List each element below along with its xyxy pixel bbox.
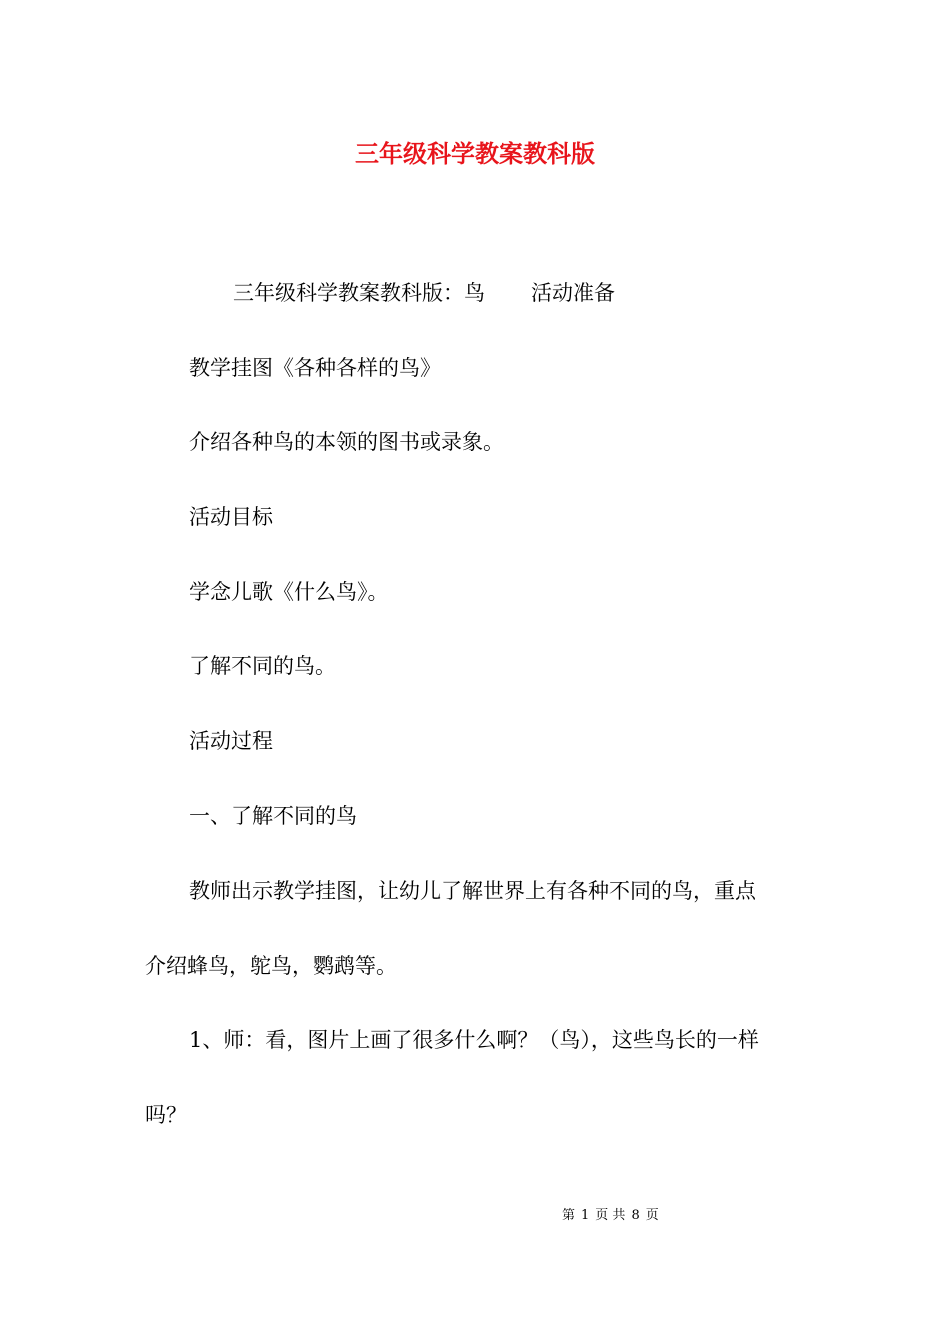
section-heading-goals: 活动目标 bbox=[189, 505, 273, 529]
subsection-heading: 一、了解不同的鸟 bbox=[189, 804, 357, 828]
paragraph-line: 教学挂图《各种各样的鸟》 bbox=[189, 356, 441, 380]
section-heading-preparation: 活动准备 bbox=[531, 281, 615, 305]
footer-label-page: 第 bbox=[562, 1208, 576, 1223]
footer-label-of: 页 共 bbox=[595, 1208, 626, 1223]
paragraph-line: 介绍蜂鸟，鸵鸟，鹦鹉等。 bbox=[145, 954, 397, 978]
footer-total-pages: 8 bbox=[631, 1208, 640, 1223]
page-title: 三年级科学教案教科版 bbox=[355, 139, 595, 168]
intro-heading-text: 三年级科学教案教科版：鸟 bbox=[233, 281, 485, 305]
paragraph-line: 学念儿歌《什么鸟》。 bbox=[189, 580, 389, 604]
paragraph-line: 教师出示教学挂图，让幼儿了解世界上有各种不同的鸟，重点 bbox=[189, 879, 756, 903]
paragraph-intro bbox=[233, 278, 615, 308]
paragraph-line: 了解不同的鸟。 bbox=[189, 654, 336, 678]
paragraph-line: 介绍各种鸟的本领的图书或录象。 bbox=[189, 430, 504, 454]
paragraph-line: 吗？ bbox=[145, 1103, 187, 1127]
page-footer bbox=[562, 1206, 659, 1226]
paragraph-line: 1、师：看，图片上画了很多什么啊？（鸟），这些鸟长的一样 bbox=[189, 1028, 759, 1052]
footer-current-page: 1 bbox=[581, 1208, 590, 1223]
footer-label-end: 页 bbox=[645, 1208, 659, 1223]
section-heading-process: 活动过程 bbox=[189, 729, 273, 753]
